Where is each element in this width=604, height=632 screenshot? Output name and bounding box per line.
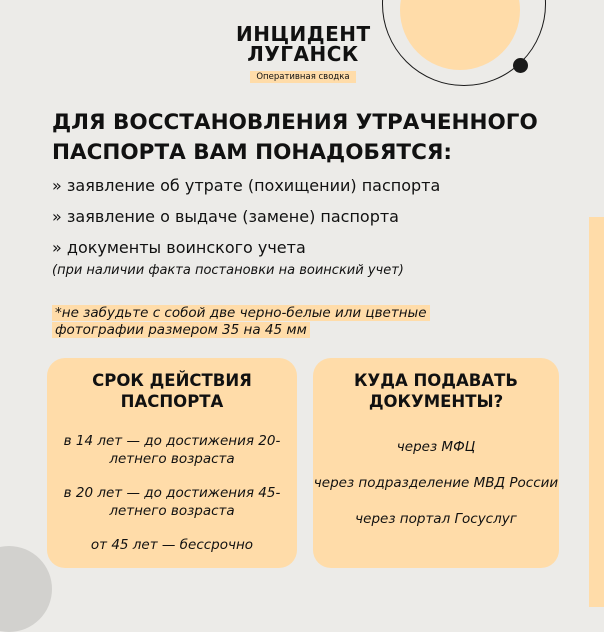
submit-item: через портал Госуслуг (355, 511, 517, 527)
logo-line-2: ЛУГАНСК (247, 42, 359, 66)
submit-item: через подразделение МВД России (313, 475, 559, 491)
logo (236, 24, 370, 83)
logo-line-1: ИНЦИДЕНТ (236, 22, 371, 46)
validity-item: в 14 лет — до достижения 20-летнего возраста (63, 433, 281, 467)
list-item: » заявление об утрате (похищении) паспорта (52, 176, 441, 195)
documents-note: (при наличии факта постановки на воинский учет) (52, 263, 404, 278)
validity-item: в 20 лет — до достижения 45-летнего возраста (63, 485, 281, 519)
page-title: ДЛЯ ВОССТАНОВЛЕНИЯ УТРАЧЕННОГО ПАСПОРТА ВАМ ПОНАДОБЯТСЯ: (52, 110, 538, 165)
documents-list (52, 175, 572, 278)
decorative-right-strip (589, 217, 604, 607)
list-item: » документы воинского учета (52, 238, 306, 257)
list-item: » заявление о выдаче (замене) паспорта (52, 207, 399, 226)
logo-subtitle: Оперативная сводка (250, 71, 355, 83)
photo-note (52, 305, 474, 339)
validity-card (47, 358, 297, 568)
submit-card (313, 358, 559, 568)
decorative-dot (513, 58, 528, 73)
photo-note-line-1: *не забудьте с собой две черно-белые или цветные (52, 305, 430, 321)
photo-note-line-2: фотографии размером 35 на 45 мм (52, 322, 310, 338)
decorative-orbit-ring (382, 0, 546, 86)
submit-item: через МФЦ (396, 439, 476, 455)
decorative-circle-bottom (0, 546, 52, 632)
submit-card-title: КУДА ПОДАВАТЬ ДОКУМЕНТЫ? (354, 371, 518, 411)
validity-item: от 45 лет — бессрочно (90, 537, 254, 553)
validity-card-title: СРОК ДЕЙСТВИЯ ПАСПОРТА (92, 371, 252, 411)
